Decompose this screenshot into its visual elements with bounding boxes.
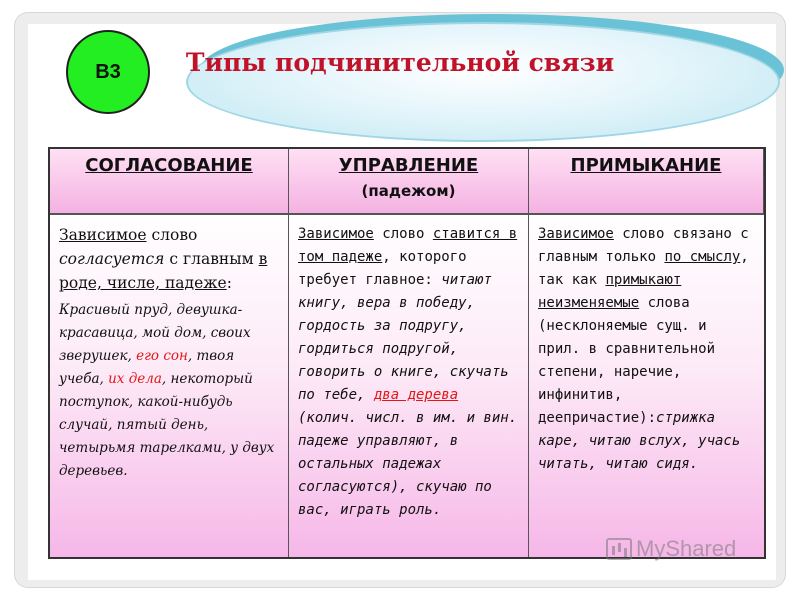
text-span: , так как <box>538 249 749 288</box>
watermark <box>606 536 736 562</box>
text-span-red: их дела <box>108 371 162 387</box>
chart-icon <box>606 538 632 560</box>
text-span-red: его сон <box>136 348 188 364</box>
text-span: Зависимое <box>298 226 374 242</box>
text-span: читают книгу, вера в победу, гордость за подругу, гордиться подругой, говорить о книге, скучать по тебе, <box>298 272 509 403</box>
header-government <box>289 149 529 215</box>
agreement-examples <box>59 299 280 483</box>
text-span: , твоя учеба, <box>59 348 235 387</box>
slide-title: Типы подчинительной связи <box>185 48 615 77</box>
text-span: , которого требует главное: <box>298 249 467 288</box>
header-label: СОГЛАСОВАНИЕ <box>85 155 253 176</box>
cell-agreement <box>50 215 289 557</box>
text-span: стрижка каре, читаю вслух, учась читать, читаю сидя. <box>538 410 741 472</box>
text-span: по смыслу <box>664 249 741 265</box>
header-agreement <box>50 149 289 215</box>
watermark-text: MyShared <box>636 536 737 561</box>
title-ellipse <box>186 22 780 142</box>
header-sub: (падежом) <box>361 182 456 200</box>
text-span: согласуется <box>59 250 165 268</box>
text-span: : <box>226 274 232 292</box>
text-span: Зависимое <box>538 226 614 242</box>
text-span: слово <box>146 226 198 244</box>
text-span: ставится в том падеже <box>298 226 518 265</box>
text-span: в роде, числе, падеже <box>59 250 268 292</box>
header-label: УПРАВЛЕНИЕ <box>338 155 479 176</box>
text-span: (колич. числ. в им. и вин. падеже управляют, в остальных падежах согласуются), скучаю по вас, играть роль. <box>298 410 518 518</box>
task-badge: В3 <box>66 30 150 114</box>
text-span: слова (несклоняемые сущ. и прил. в сравнительной степени, наречие, инфинитив, деепричастие): <box>538 295 716 426</box>
text-span: с главным <box>164 250 259 268</box>
header-adjunction <box>529 149 764 215</box>
text-span: слово связано с главным только <box>538 226 749 265</box>
text-span: примыкают неизменяемые <box>538 272 682 311</box>
text-span: Красивый пруд, девушка-красавица, мой дом, своих зверушек, <box>59 302 251 364</box>
text-span: , некоторый поступок, какой-нибудь случай, пятый день, четырьмя тарелками, у двух деревьев. <box>59 371 275 479</box>
types-table <box>48 147 766 559</box>
text-span-red: два дерева <box>373 387 459 403</box>
text-span: слово <box>373 226 433 242</box>
header-label: ПРИМЫКАНИЕ <box>570 155 722 176</box>
cell-adjunction <box>529 215 764 557</box>
cell-government <box>289 215 529 557</box>
text-span: Зависимое <box>59 226 147 244</box>
agreement-definition <box>59 223 280 295</box>
